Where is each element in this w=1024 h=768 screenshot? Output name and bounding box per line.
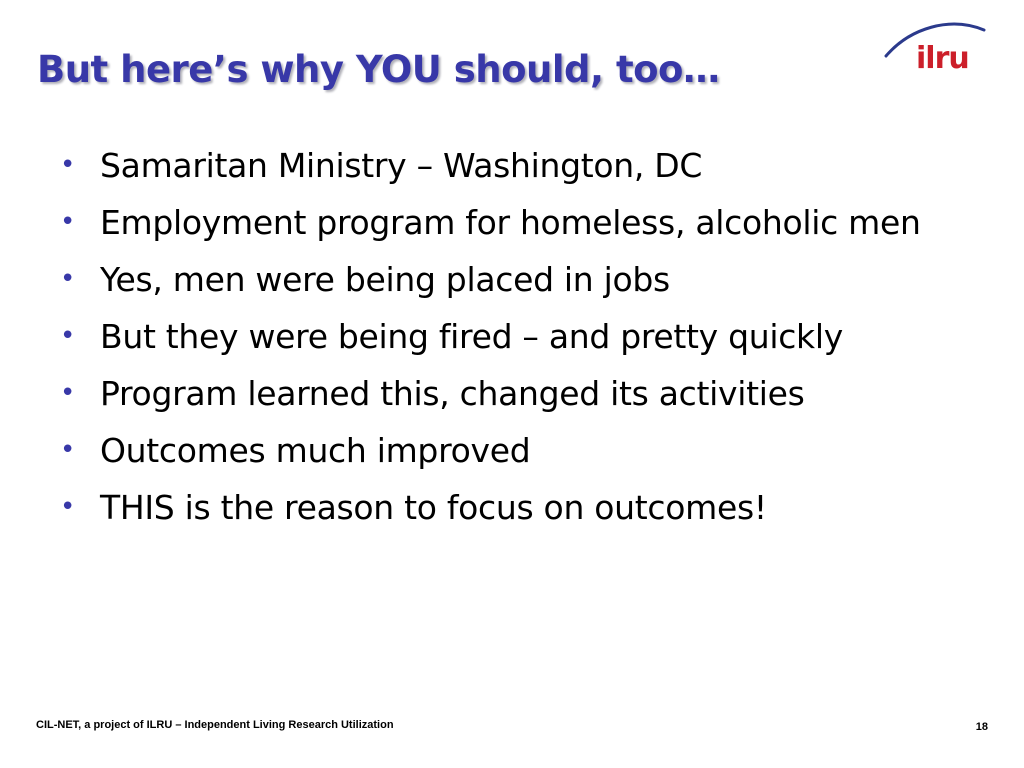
bullet-marker: • <box>60 378 76 408</box>
bullet-item <box>56 370 946 417</box>
footer-text: CIL-NET, a project of ILRU – Independent Living Research Utilization <box>36 719 394 731</box>
page-number: 18 <box>975 721 988 733</box>
bullet-marker: • <box>60 435 76 465</box>
bullet-list <box>56 142 946 541</box>
bullet-text: Outcomes much improved <box>100 431 531 470</box>
bullet-marker: • <box>60 150 76 180</box>
bullet-item <box>56 484 946 531</box>
bullet-item <box>56 256 946 303</box>
bullet-text: Yes, men were being placed in jobs <box>100 260 670 299</box>
slide-title: But here’s why YOU should, too… <box>37 48 720 91</box>
bullet-item <box>56 313 946 360</box>
bullet-text: But they were being fired – and pretty quickly <box>100 317 843 356</box>
bullet-item <box>56 199 946 246</box>
bullet-marker: • <box>60 264 76 294</box>
bullet-item <box>56 142 946 189</box>
bullet-text: THIS is the reason to focus on outcomes! <box>100 488 767 527</box>
bullet-text: Samaritan Ministry – Washington, DC <box>100 146 703 185</box>
bullet-marker: • <box>60 492 76 522</box>
bullet-marker: • <box>60 207 76 237</box>
bullet-item <box>56 427 946 474</box>
ilru-logo-icon <box>880 16 992 76</box>
bullet-marker: • <box>60 321 76 351</box>
bullet-text: Program learned this, changed its activities <box>100 374 805 413</box>
bullet-text: Employment program for homeless, alcoholic men <box>100 203 921 242</box>
logo-text: ilru <box>916 41 969 76</box>
